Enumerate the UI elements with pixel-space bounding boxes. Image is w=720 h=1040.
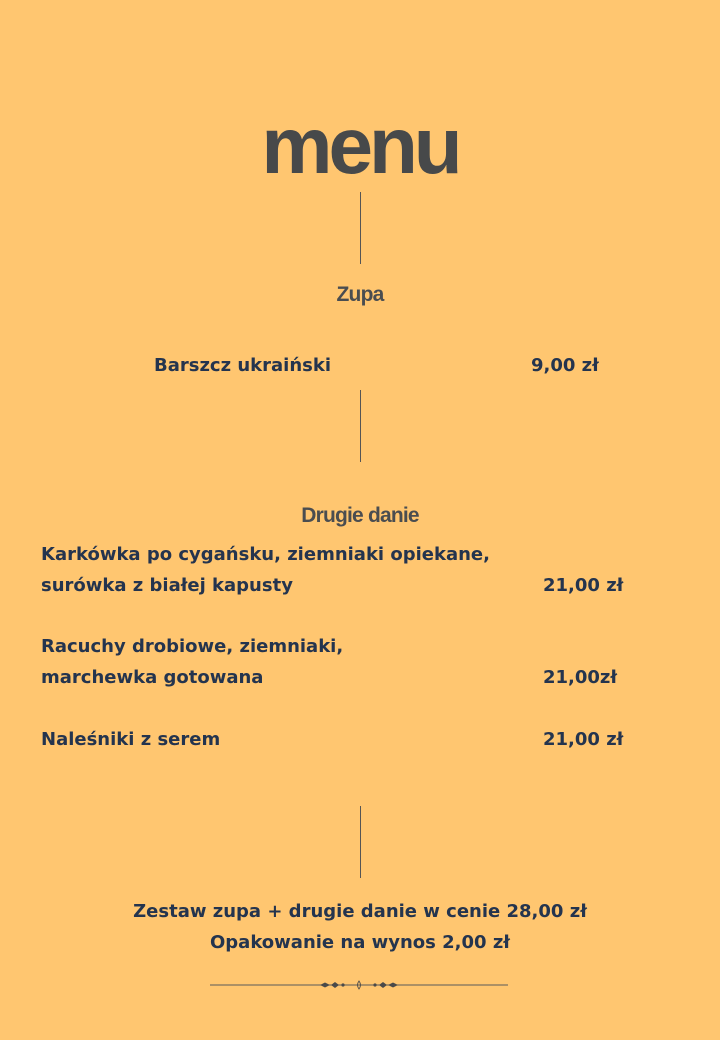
divider-line-middle [360,390,361,462]
main-item-3-line-1: Naleśniki z serem [41,729,221,750]
divider-line-top [360,192,361,264]
main-item-2-line-1: Racuchy drobiowe, ziemniaki, [41,636,344,657]
divider-line-bottom [360,806,361,878]
ornamental-divider-icon [210,976,508,994]
main-item-1-price: 21,00 zł [543,575,624,596]
main-course-heading: Drugie danie [301,504,419,527]
packaging-fee-text: Opakowanie na wynos 2,00 zł [209,932,510,953]
soup-item-price: 9,00 zł [531,355,599,376]
soup-item-name: Barszcz ukraiński [154,355,331,376]
main-item-1-line-1: Karkówka po cygańsku, ziemniaki opiekane, [41,544,490,565]
main-item-1-line-2: surówka z białej kapusty [41,575,293,596]
soup-heading: Zupa [336,283,384,306]
main-item-3-price: 21,00 zł [543,729,624,750]
menu-title: menu [261,101,459,190]
main-item-2-line-2: marchewka gotowana [41,667,264,688]
main-item-2-price: 21,00zł [543,667,618,688]
set-offer-text: Zestaw zupa + drugie danie w cenie 28,00 zł [133,901,587,922]
